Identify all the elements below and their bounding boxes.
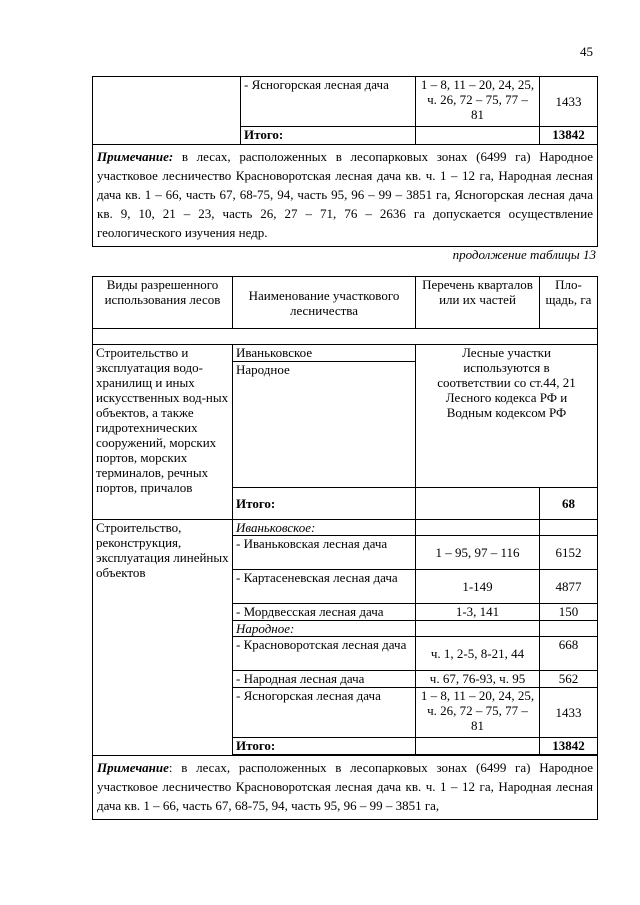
note-row bbox=[93, 145, 598, 247]
empty-cell bbox=[540, 621, 598, 637]
group-label: Народное: bbox=[233, 621, 416, 637]
empty-cell bbox=[93, 127, 241, 145]
header-quarters: Перечень кварталов или их частей bbox=[416, 277, 540, 329]
note-cell bbox=[93, 756, 598, 820]
forestry-name: - Картасеневская лесная дача bbox=[233, 570, 416, 604]
area-cell: 150 bbox=[540, 604, 598, 621]
spacer-cell bbox=[93, 329, 598, 345]
group-label: Иваньковское: bbox=[233, 520, 416, 536]
area-cell: 1433 bbox=[540, 688, 598, 738]
total-label: Итого: bbox=[233, 488, 416, 520]
total-label: Итого: bbox=[241, 127, 416, 145]
spacer-row bbox=[93, 329, 598, 345]
total-value: 68 bbox=[540, 488, 598, 520]
empty-cell bbox=[540, 520, 598, 536]
empty-cell bbox=[416, 621, 540, 637]
quarters-cell: 1 – 8, 11 – 20, 24, 25, ч. 26, 72 – 75, 77 – 81 bbox=[416, 688, 540, 738]
table-row bbox=[93, 520, 598, 536]
use-cell: Строительство, реконструкция, эксплуатация линейных объектов bbox=[93, 520, 233, 756]
area-cell: 6152 bbox=[540, 536, 598, 570]
area-cell: 4877 bbox=[540, 570, 598, 604]
empty-cell bbox=[416, 520, 540, 536]
area-cell: 562 bbox=[540, 671, 598, 688]
empty-cell bbox=[416, 738, 540, 755]
header-use: Виды разрешенного использования лесов bbox=[93, 277, 233, 329]
forestry-name: - Красноворотская лесная дача bbox=[233, 637, 416, 671]
quarters-cell: 1 – 8, 11 – 20, 24, 25, ч. 26, 72 – 75, 77 – 81 bbox=[416, 77, 540, 127]
forestry-name: Народное bbox=[233, 362, 416, 488]
total-value: 13842 bbox=[540, 127, 598, 145]
forestry-name: - Иваньковская лесная дача bbox=[233, 536, 416, 570]
total-label: Итого: bbox=[233, 738, 416, 755]
forestry-name: Иваньковское bbox=[233, 345, 416, 362]
header-area: Пло-щадь, га bbox=[540, 277, 598, 329]
quarters-cell: ч. 67, 76-93, ч. 95 bbox=[416, 671, 540, 688]
quarters-cell: 1 – 95, 97 – 116 bbox=[416, 536, 540, 570]
note-text: : в лесах, расположенных в лесопарковых зонах (6499 га) Народное участковое лесничество Красноворотская лесная дача кв. ч. 1 – 12 га, Народная лесная дача кв. 1 – 66, часть 67, 68-75, 94, часть 95, 96 – 99 – 3851 га, bbox=[97, 760, 593, 813]
table-row bbox=[93, 77, 598, 127]
continuation-label: продолжение таблицы 13 bbox=[452, 247, 596, 262]
forestry-name: - Мордвесская лесная дача bbox=[233, 604, 416, 621]
table-row bbox=[93, 345, 598, 362]
empty-cell bbox=[416, 488, 540, 520]
quarters-cell: ч. 1, 2-5, 8-21, 44 bbox=[416, 637, 540, 671]
quarters-cell: 1-3, 141 bbox=[416, 604, 540, 621]
forestry-name: - Ясногорская лесная дача bbox=[241, 77, 416, 127]
top-table bbox=[92, 76, 598, 247]
quarters-merged: Лесные участки используются в соответствии со ст.44, 21 Лесного кодекса РФ и Водным кодексом РФ bbox=[416, 345, 598, 488]
note-cell bbox=[93, 145, 598, 247]
note-text: в лесах, расположенных в лесопарковых зонах (6499 га) Народное участковое лесничество Красноворотская лесная дача кв. ч. 1 – 12 га, Народная лесная дача кв. 1 – 66, часть 67, 68-75, 94, часть 95, 96 – 99 – 3851 га, Ясногорская лесная дача кв. 9, 10, 21 – 23, часть 26, 27 – 71, 76 – 2636 га допускается осуществление геологического изучения недр. bbox=[97, 149, 593, 240]
note-row bbox=[93, 756, 598, 820]
empty-cell bbox=[93, 77, 241, 127]
quarters-cell: 1-149 bbox=[416, 570, 540, 604]
header-forestry: Наименование участкового лесничества bbox=[233, 277, 416, 329]
note-lead: Примечание bbox=[97, 760, 169, 775]
forestry-name: - Ясногорская лесная дача bbox=[233, 688, 416, 738]
total-row bbox=[93, 127, 598, 145]
use-cell: Строительство и эксплуатация водо-хранилищ и иных искусственных вод-ных объектов, а также гидротехнических сооружений, морских портов, морских терминалов, речных портов, причалов bbox=[93, 345, 233, 520]
header-row bbox=[93, 277, 598, 329]
forestry-name: - Народная лесная дача bbox=[233, 671, 416, 688]
main-table bbox=[92, 276, 598, 820]
note-lead: Примечание: bbox=[97, 149, 174, 164]
area-cell: 1433 bbox=[540, 77, 598, 127]
area-cell: 668 bbox=[540, 637, 598, 671]
empty-cell bbox=[416, 127, 540, 145]
total-value: 13842 bbox=[540, 738, 598, 755]
page-number: 45 bbox=[580, 44, 593, 59]
